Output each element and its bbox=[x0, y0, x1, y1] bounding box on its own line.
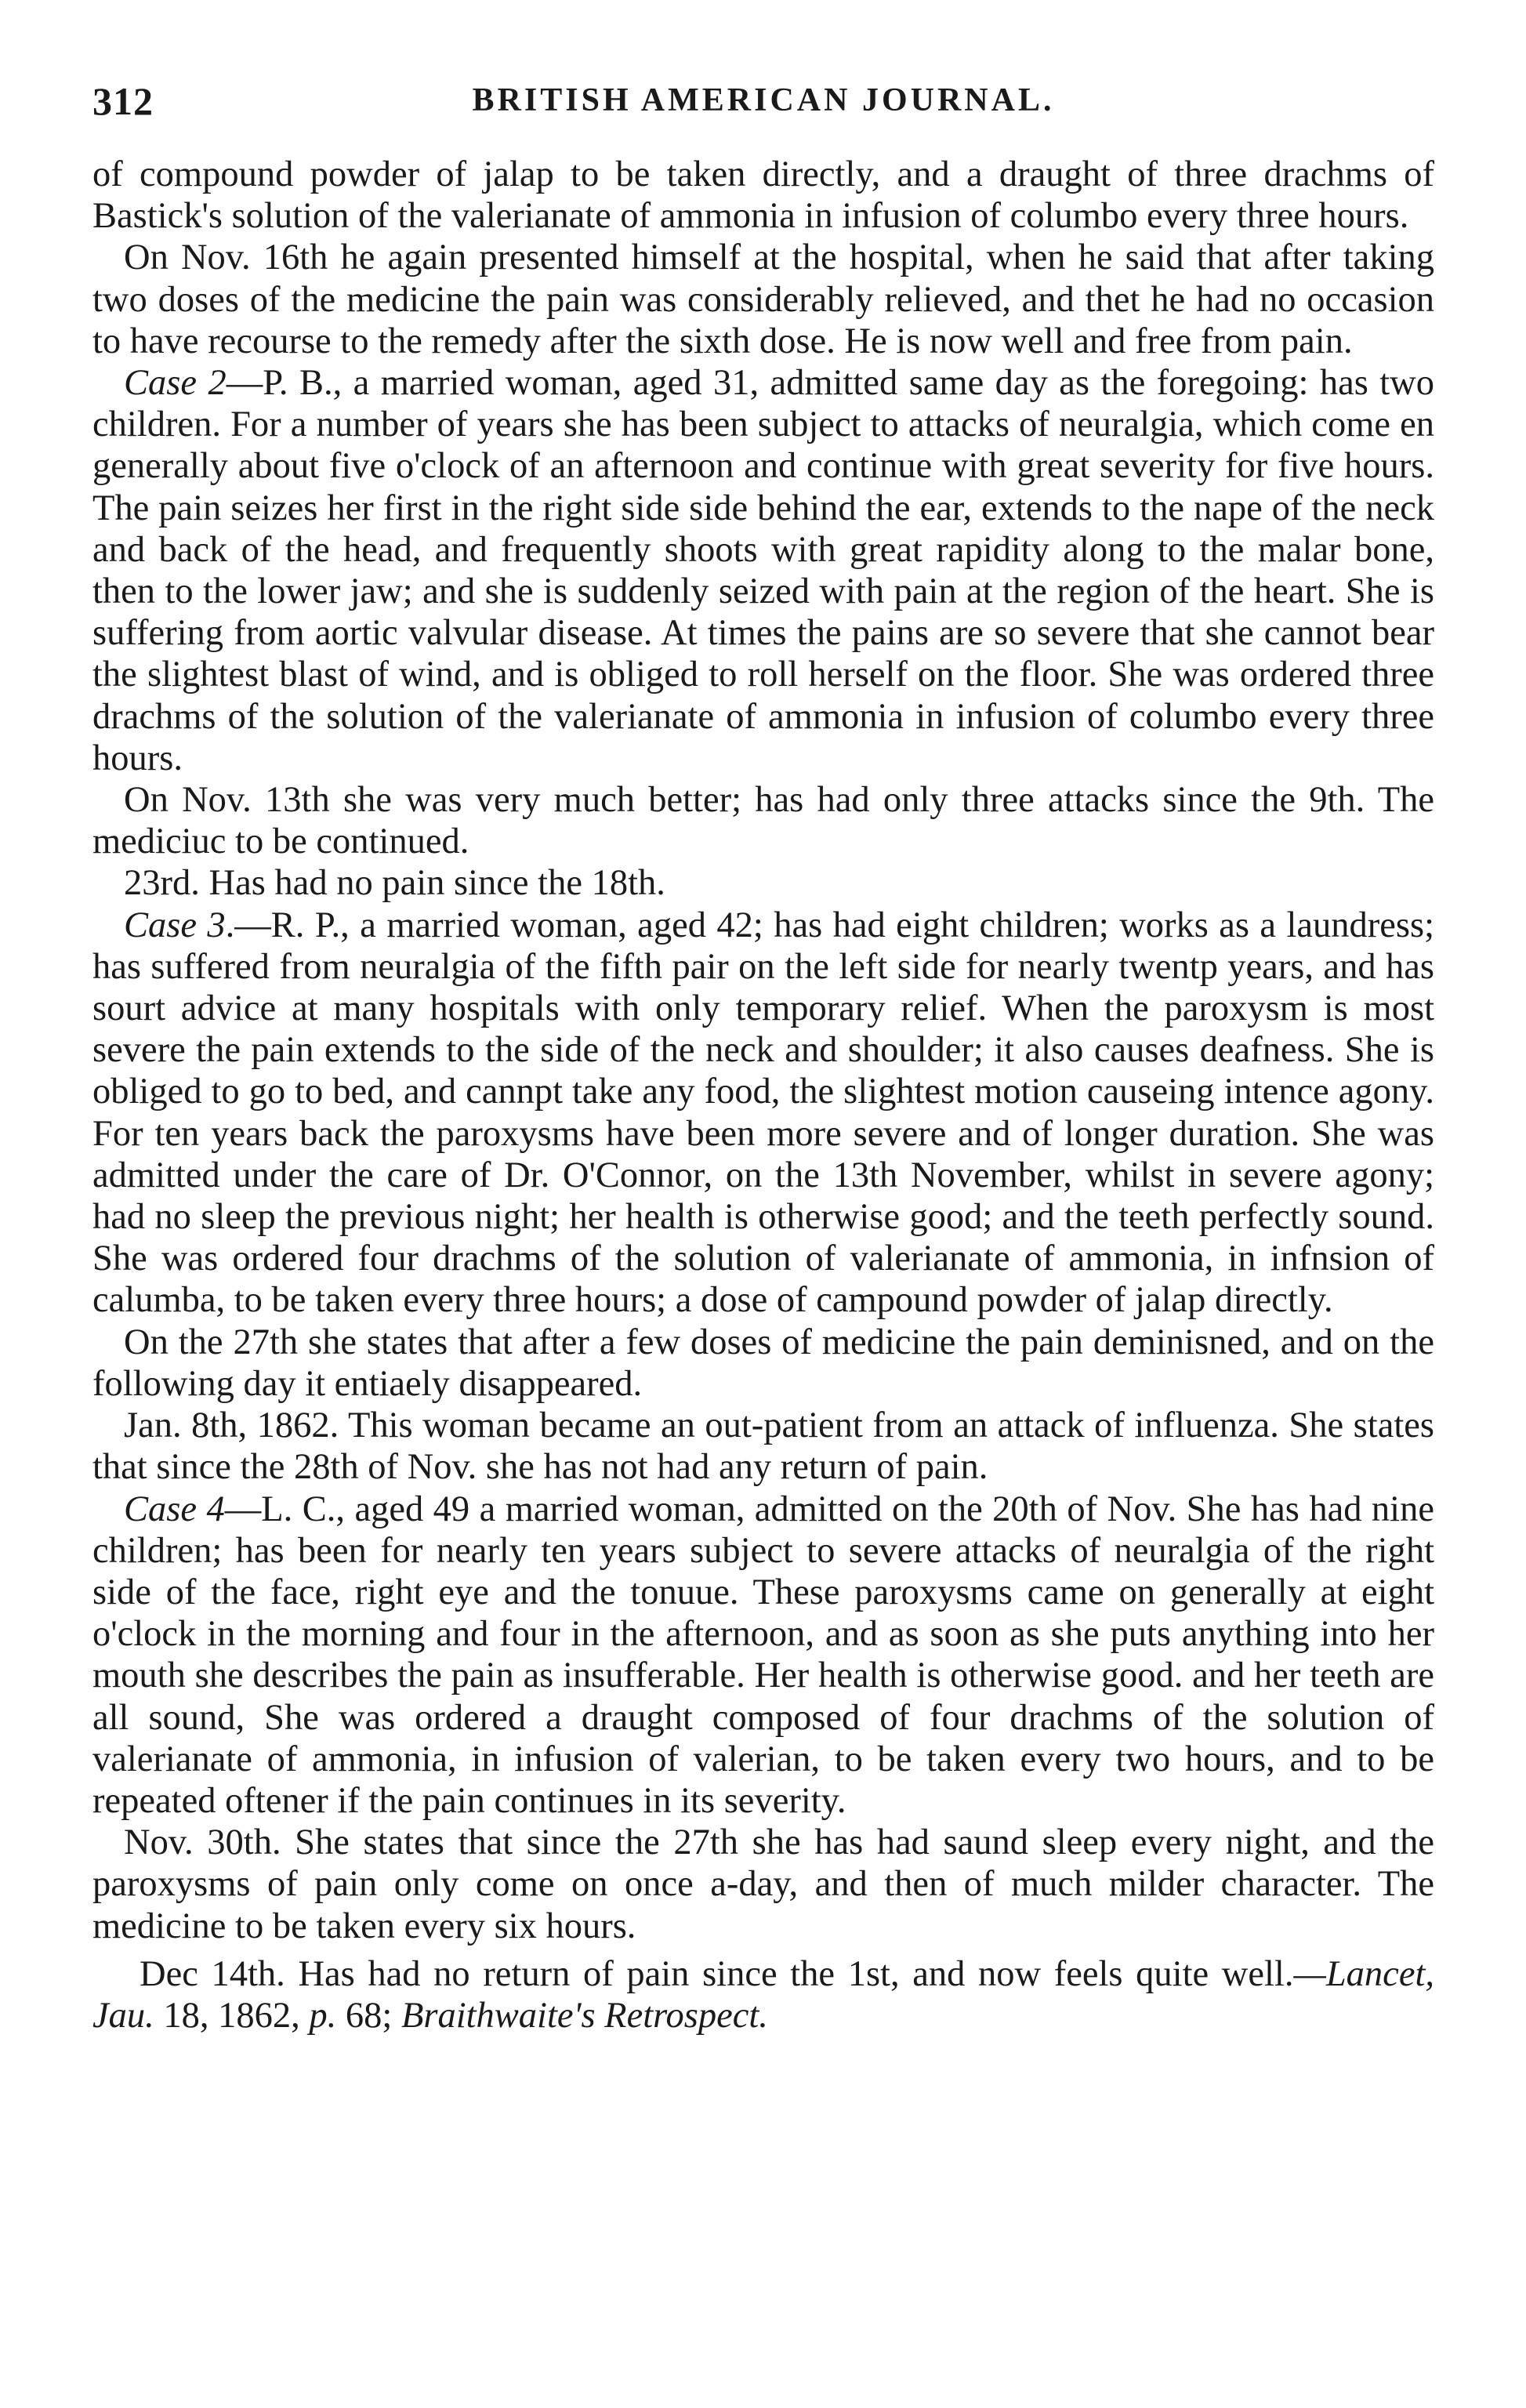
citation-retrospect: Braithwaite's Retrospect. bbox=[401, 1995, 768, 2036]
citation-source: —Lancet, Jau. bbox=[92, 1953, 1434, 2036]
closing-text: Dec 14th. Has had no return of pain since the 1st, and now feels quite well. bbox=[140, 1953, 1294, 1994]
paragraph: 23rd. Has had no pain since the 18th. bbox=[124, 863, 665, 904]
citation-page: 68; bbox=[336, 1995, 401, 2036]
case-label: Case 3 bbox=[124, 905, 226, 945]
page-header bbox=[92, 78, 1434, 133]
case-paragraph bbox=[92, 1489, 1434, 1822]
journal-page bbox=[92, 78, 1434, 2036]
paragraph: On Nov. 16th he again presented himself at the hospital, when he said that after taking two doses of the medicine the pain was considerably relieved, and thet he had no occasion to have recourse to the remedy after the sixth dose. He is now well and free from pain. bbox=[92, 238, 1434, 361]
case-text: .—R. P., a married woman, aged 42; has had eight children; works as a laundress; has suffered from neuralgia of the fifth pair on the left side for nearly twentp years, and has sourt advice at many hospitals with only temporary relief. When the paroxysm is most severe the pain extends to the side of the neck and shoulder; it also causes deafness. She is obliged to go to bed, and cannpt take any food, the slightest motion causeing intence agony. For ten years back the paroxysms have been more severe and of longer duration. She was admitted under the care of Dr. O'Connor, on the 13th November, whilst in severe agony; had no sleep the previous night; her health is otherwise good; and the teeth perfectly sound. She was ordered four drachms of the solution of valerianate of ammonia, in infnsion of calumba, to be taken every three hours; a dose of campound powder of jalap directly. bbox=[92, 905, 1435, 1321]
case-text: —P. B., a married woman, aged 31, admitted same day as the foregoing: has two children. For a number of years she has been subject to attacks of neuralgia, which come en generally about five o'clock of an afternoon and continue with great severity for five hours. The pain seizes her first in the right side side behind the ear, extends to the nape of the neck and back of the head, and frequently shoots with great rapidity along to the malar bone, then to the lower jaw; and she is suddenly seized with pain at the region of the heart. She is suffering from aortic valvular disease. At times the pains are so severe that she cannot bear the slightest blast of wind, and is obliged to roll herself on the floor. She was ordered three drachms of the solution of the valerianate of ammonia in infusion of columbo every three hours. bbox=[92, 363, 1435, 778]
paragraph: On Nov. 13th she was very much better; has had only three attacks since the 9th. The mediciuc to be continued. bbox=[92, 780, 1434, 862]
page-number: 312 bbox=[92, 79, 154, 123]
paragraph: Jan. 8th, 1862. This woman became an out-patient from an attack of influenza. She states that since the 28th of Nov. she has not had any return of pain. bbox=[92, 1405, 1434, 1488]
article-body bbox=[92, 154, 1434, 2036]
running-title: BRITISH AMERICAN JOURNAL. bbox=[472, 82, 1055, 118]
citation-page-label: p. bbox=[309, 1995, 337, 2036]
paragraph: of compound powder of jalap to be taken directly, and a draught of three drachms of Bastick's solution of the valerianate of ammonia in infusion of columbo every three hours. bbox=[92, 154, 1434, 237]
paragraph: Nov. 30th. She states that since the 27th she has had saund sleep every night, and the paroxysms of pain only come on once a-day, and then of much milder character. The medicine to be taken every six hours. bbox=[92, 1822, 1434, 1946]
case-paragraph bbox=[92, 362, 1434, 779]
closing-paragraph bbox=[92, 1953, 1434, 2036]
case-label: Case 2 bbox=[124, 363, 227, 404]
paragraph: On the 27th she states that after a few doses of medicine the pain deminisned, and on the following day it entiaely disappeared. bbox=[92, 1322, 1434, 1404]
case-label: Case 4 bbox=[124, 1489, 225, 1529]
case-paragraph bbox=[92, 905, 1434, 1322]
case-text: —L. C., aged 49 a married woman, admitted on the 20th of Nov. She has had nine children; has been for nearly ten years subject to severe attacks of neuralgia of the right side of the face, right eye and the tonuue. These paroxysms came on generally at eight o'clock in the morning and four in the afternoon, and as soon as she puts anything into her mouth she describes the pain as insufferable. Her health is otherwise good. and her teeth are all sound, She was ordered a draught composed of four drachms of the solution of valerianate of ammonia, in infusion of valerian, to be taken every two hours, and to be repeated oftener if the pain continues in its severity. bbox=[92, 1489, 1434, 1821]
citation-date: 18, 1862, bbox=[154, 1995, 310, 2036]
